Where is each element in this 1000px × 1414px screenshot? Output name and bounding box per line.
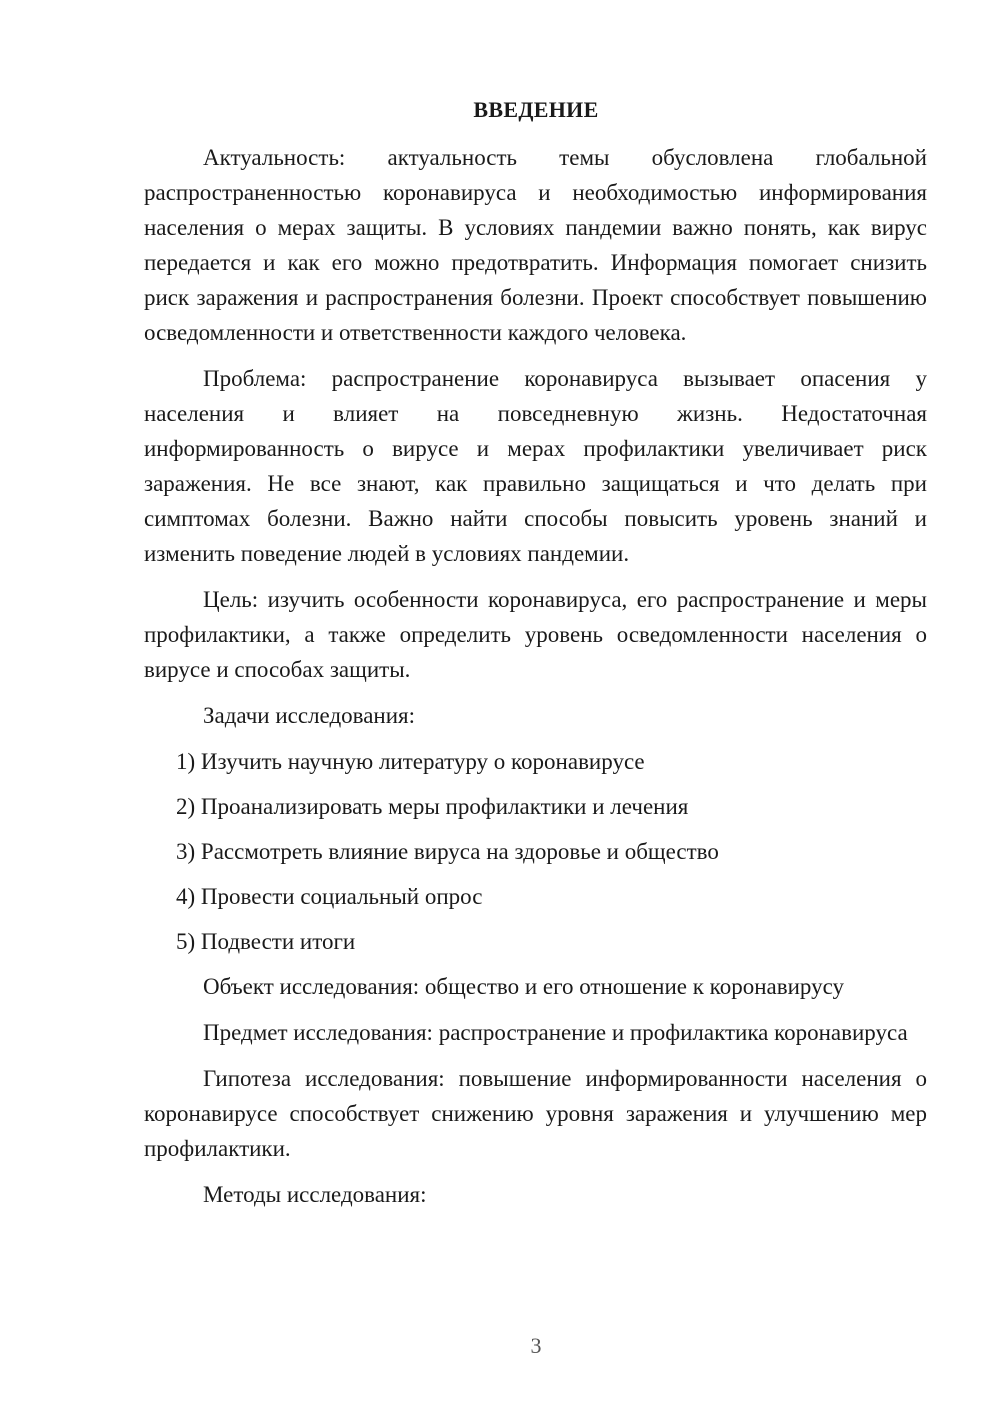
paragraph-goal: Цель: изучить особенности коронавируса, его распространение и меры профилактики, а также определить уровень осведомленности населения о вирусе и способах защиты. (144, 587, 927, 682)
paragraph-subject: Предмет исследования: распространение и профилактика коронавируса (203, 1020, 908, 1045)
paragraph-hypothesis: Гипотеза исследования: повышение информированности населения о коронавирусе способствует снижению уровня заражения и улучшению мер профилактики. (144, 1066, 927, 1161)
tasks-heading: Задачи исследования: (203, 703, 416, 728)
document-body (144, 140, 927, 1223)
paragraph-object: Объект исследования: общество и его отношение к коронавирусу (203, 974, 844, 999)
list-item: 5) Подвести итоги (176, 929, 356, 954)
paragraph-problem: Проблема: распространение коронавируса вызывает опасения у населения и влияет на повседневную жизнь. Недостаточная информированность о вирусе и мерах профилактики увеличивает риск заражения. Не все знают, как правильно защищаться и что делать при симптомах болезни. Важно найти способы повысить уровень знаний и изменить поведение людей в условиях пандемии. (144, 366, 927, 566)
list-item: 1) Изучить научную литературу о коронавирусе (176, 749, 645, 774)
page-title: ВВЕДЕНИЕ (473, 97, 599, 122)
paragraph-relevance: Актуальность: актуальность темы обусловлена глобальной распространенностью коронавируса и необходимостью информирования населения о мерах защиты. В условиях пандемии важно понять, как вирус передается и как его можно предотвратить. Информация помогает снизить риск заражения и распространения болезни. Проект способствует повышению осведомленности и ответственности каждого человека. (144, 145, 927, 345)
tasks-list (144, 744, 927, 959)
list-item: 4) Провести социальный опрос (176, 884, 483, 909)
page-number: 3 (530, 1333, 542, 1358)
methods-heading: Методы исследования: (203, 1182, 427, 1207)
list-item: 2) Проанализировать меры профилактики и лечения (176, 794, 689, 819)
list-item: 3) Рассмотреть влияние вируса на здоровье и общество (176, 839, 719, 864)
